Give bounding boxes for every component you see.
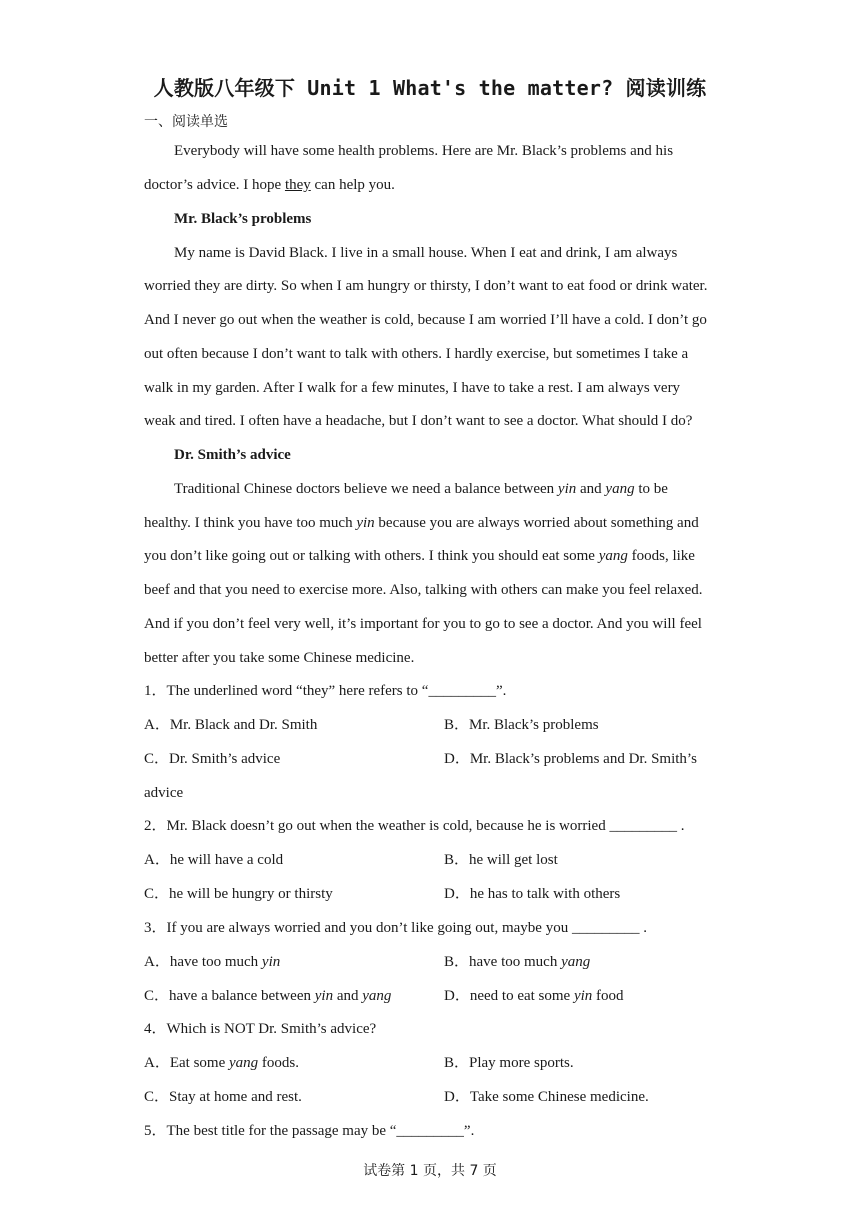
passage-line: weak and tired. I often have a headache, but I don’t want to see a doctor. What should I do? [144,413,693,429]
q1-option-d-continued: advice [144,785,184,801]
q2-option-a: A．he will have a cold [144,852,284,868]
italic-term: yin [314,988,334,1004]
page-title: 人教版八年级下 Unit 1 What's the matter? 阅读训练 [153,76,707,100]
underlined-word: they [284,177,311,193]
question-5: 5．The best title for the passage may be “_________”. [144,1123,475,1139]
passage-line: worried they are dirty. So when I am hungry or thirsty, I don’t want to eat food or drink water. [144,278,708,294]
q3-option-a [144,952,280,972]
text-segment: Traditional Chinese doctors believe we need a balance between [174,481,558,497]
passage-line: out often because I don’t want to talk with others. I hardly exercise, but sometimes I take a [144,346,689,362]
text-segment: B．have too much [444,954,562,970]
subheading-advice: Dr. Smith’s advice [174,447,291,463]
italic-term: yin [356,515,375,531]
text-segment: C．have a balance between [144,988,315,1004]
passage-line: My name is David Black. I live in a small house. When I eat and drink, I am always [174,245,678,261]
q4-option-a [144,1053,299,1073]
italic-term: yin [261,954,281,970]
text-segment: A．have too much [144,954,262,970]
text-segment: and [576,481,606,497]
passage-line [144,546,724,566]
subheading-problems: Mr. Black’s problems [174,211,312,227]
text-segment: healthy. I think you have too much [144,515,357,531]
passage-line: better after you take some Chinese medicine. [144,650,415,666]
passage-line [144,513,724,533]
passage-line: walk in my garden. After I walk for a few minutes, I have to take a rest. I am always very [144,380,681,396]
page-footer: 试卷第 1 页，共 7 页 [363,1163,497,1179]
section-heading: 一、阅读单选 [144,114,228,130]
italic-term: yin [557,481,577,497]
italic-term: yang [598,548,628,564]
passage-line [174,479,754,499]
passage-line: And I never go out when the weather is cold, because I am worried I’ll have a cold. I don’t go [144,312,707,328]
text-segment: doctor’s advice. I hope [144,177,285,193]
q1-option-b: B．Mr. Black’s problems [444,717,599,733]
passage-line: And if you don’t feel very well, it’s important for you to go to see a doctor. And you will feel [144,616,702,632]
q4-option-d: D．Take some Chinese medicine. [444,1089,649,1105]
passage-line: beef and that you need to exercise more. Also, talking with others can make you feel relaxed. [144,582,703,598]
text-segment: foods, like [627,548,695,564]
q3-option-c [144,986,391,1006]
q3-option-b [444,952,590,972]
q1-option-a: A．Mr. Black and Dr. Smith [144,717,318,733]
text-segment: D．need to eat some [444,988,574,1004]
italic-term: yang [605,481,635,497]
q1-option-c: C．Dr. Smith’s advice [144,751,281,767]
text-segment: you don’t like going out or talking with others. I think you should eat some [144,548,599,564]
question-4: 4．Which is NOT Dr. Smith’s advice? [144,1021,377,1037]
q2-option-d: D．he has to talk with others [444,886,621,902]
q2-option-b: B．he will get lost [444,852,558,868]
italic-term: yang [228,1055,259,1071]
text-segment: A．Eat some [144,1055,229,1071]
italic-term: yang [561,954,591,970]
passage-line: Everybody will have some health problems. Here are Mr. Black’s problems and his [174,143,674,159]
text-segment: to be [634,481,668,497]
q4-option-c: C．Stay at home and rest. [144,1089,302,1105]
italic-term: yin [573,988,593,1004]
text-segment: and [333,988,363,1004]
question-3: 3．If you are always worried and you don’t like going out, maybe you _________ . [144,920,647,936]
q2-option-c: C．he will be hungry or thirsty [144,886,333,902]
passage-line [144,175,724,195]
q1-option-d: D．Mr. Black’s problems and Dr. Smith’s [444,751,697,767]
question-1: 1．The underlined word “they” here refers to “_________”. [144,683,507,699]
text-segment: foods. [258,1055,299,1071]
question-2: 2．Mr. Black doesn’t go out when the weather is cold, because he is worried _________ . [144,818,685,834]
text-segment: food [592,988,624,1004]
italic-term: yang [362,988,392,1004]
text-segment: because you are always worried about something and [374,515,699,531]
q4-option-b: B．Play more sports. [444,1055,574,1071]
q3-option-d [444,986,624,1006]
text-segment: can help you. [310,177,395,193]
